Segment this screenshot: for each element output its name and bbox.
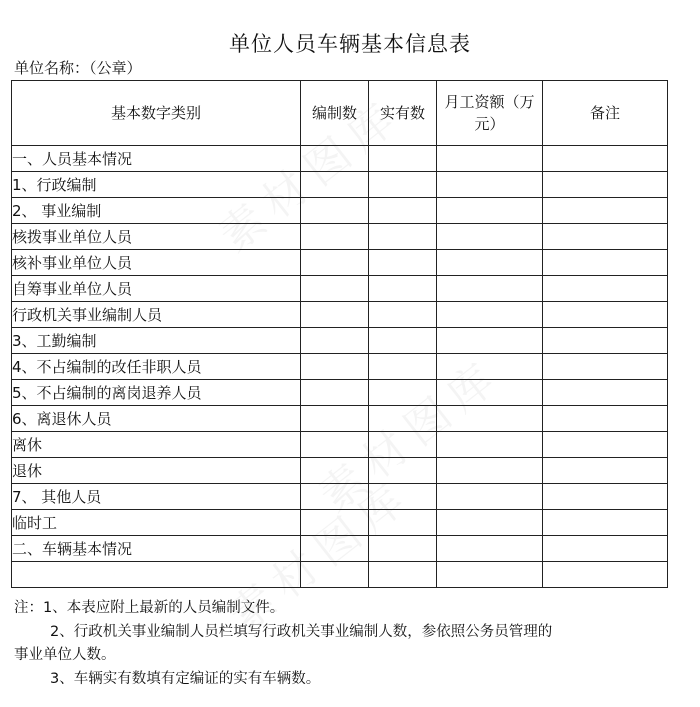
authorized-cell[interactable] [301,432,369,458]
authorized-cell[interactable] [301,198,369,224]
row-label: 3、工勤编制 [12,328,301,354]
page-title: 单位人员车辆基本信息表 [229,32,471,56]
actual-cell[interactable] [369,146,437,172]
salary-cell[interactable] [437,510,543,536]
header-authorized: 编制数 [301,81,369,146]
salary-cell[interactable] [437,458,543,484]
row-label: 5、不占编制的离岗退养人员 [12,380,301,406]
authorized-cell[interactable] [301,536,369,562]
note-line: 2、行政机关事业编制人员栏填写行政机关事业编制人数，参依照公务员管理的 [50,623,553,640]
salary-cell[interactable] [437,354,543,380]
header-actual: 实有数 [369,81,437,146]
row-label [12,562,301,588]
salary-cell[interactable] [437,380,543,406]
row-label: 二、车辆基本情况 [12,536,301,562]
remark-cell[interactable] [543,406,668,432]
remark-cell[interactable] [543,328,668,354]
actual-cell[interactable] [369,432,437,458]
row-label: 4、不占编制的改任非职人员 [12,354,301,380]
table-header-row [12,81,668,146]
remark-cell[interactable] [543,250,668,276]
row-label: 6、离退休人员 [12,406,301,432]
header-salary: 月工资额（万元） [437,81,543,146]
header-remark: 备注 [543,81,668,146]
row-label: 核拨事业单位人员 [12,224,301,250]
table-row [12,536,668,562]
table-row [12,302,668,328]
table-row [12,510,668,536]
actual-cell[interactable] [369,224,437,250]
table-row [12,380,668,406]
authorized-cell[interactable] [301,328,369,354]
authorized-cell[interactable] [301,380,369,406]
table-row [12,484,668,510]
salary-cell[interactable] [437,484,543,510]
actual-cell[interactable] [369,510,437,536]
salary-cell[interactable] [437,250,543,276]
salary-cell[interactable] [437,146,543,172]
authorized-cell[interactable] [301,354,369,380]
note-line: 3、车辆实有数填有定编证的实有车辆数。 [50,670,321,687]
actual-cell[interactable] [369,302,437,328]
row-label: 离休 [12,432,301,458]
salary-cell[interactable] [437,302,543,328]
authorized-cell[interactable] [301,276,369,302]
table-row [12,432,668,458]
table-row [12,328,668,354]
table-row [12,354,668,380]
salary-cell[interactable] [437,536,543,562]
salary-cell[interactable] [437,276,543,302]
remark-cell[interactable] [543,510,668,536]
row-label: 自筹事业单位人员 [12,276,301,302]
remark-cell[interactable] [543,172,668,198]
salary-cell[interactable] [437,328,543,354]
salary-cell[interactable] [437,224,543,250]
authorized-cell[interactable] [301,302,369,328]
authorized-cell[interactable] [301,510,369,536]
row-label: 退休 [12,458,301,484]
authorized-cell[interactable] [301,224,369,250]
row-label: 核补事业单位人员 [12,250,301,276]
actual-cell[interactable] [369,406,437,432]
actual-cell[interactable] [369,276,437,302]
row-label: 行政机关事业编制人员 [12,302,301,328]
salary-cell[interactable] [437,172,543,198]
remark-cell[interactable] [543,354,668,380]
remark-cell[interactable] [543,536,668,562]
remark-cell[interactable] [543,432,668,458]
note-line: 事业单位人数。 [14,647,116,663]
notes-section [14,597,674,691]
authorized-cell[interactable] [301,172,369,198]
authorized-cell[interactable] [301,484,369,510]
remark-cell[interactable] [543,276,668,302]
header-category: 基本数字类别 [12,81,301,146]
table-row [12,250,668,276]
actual-cell[interactable] [369,172,437,198]
authorized-cell[interactable] [301,458,369,484]
remark-cell[interactable] [543,484,668,510]
actual-cell[interactable] [369,198,437,224]
actual-cell[interactable] [369,562,437,588]
table-row [12,406,668,432]
salary-cell[interactable] [437,198,543,224]
row-label: 临时工 [12,510,301,536]
remark-cell[interactable] [543,380,668,406]
actual-cell[interactable] [369,354,437,380]
table-row [12,146,668,172]
actual-cell[interactable] [369,458,437,484]
row-label: 7、 其他人员 [12,484,301,510]
authorized-cell[interactable] [301,562,369,588]
authorized-cell[interactable] [301,406,369,432]
remark-cell[interactable] [543,562,668,588]
unit-name-label: 单位名称：（公章） [14,59,142,77]
salary-cell[interactable] [437,406,543,432]
remark-cell[interactable] [543,198,668,224]
row-label: 一、人员基本情况 [12,146,301,172]
actual-cell[interactable] [369,328,437,354]
row-label: 2、 事业编制 [12,198,301,224]
actual-cell[interactable] [369,536,437,562]
table-row [12,276,668,302]
authorized-cell[interactable] [301,146,369,172]
remark-cell[interactable] [543,146,668,172]
row-label: 1、行政编制 [12,172,301,198]
table-row [12,172,668,198]
actual-cell[interactable] [369,484,437,510]
table-row [12,562,668,588]
actual-cell[interactable] [369,380,437,406]
remark-cell[interactable] [543,302,668,328]
authorized-cell[interactable] [301,250,369,276]
info-table [11,80,668,588]
salary-cell[interactable] [437,562,543,588]
table-row [12,458,668,484]
table-row [12,224,668,250]
note-line: 注：1、本表应附上最新的人员编制文件。 [14,600,285,616]
salary-cell[interactable] [437,432,543,458]
remark-cell[interactable] [543,458,668,484]
remark-cell[interactable] [543,224,668,250]
actual-cell[interactable] [369,250,437,276]
table-row [12,198,668,224]
